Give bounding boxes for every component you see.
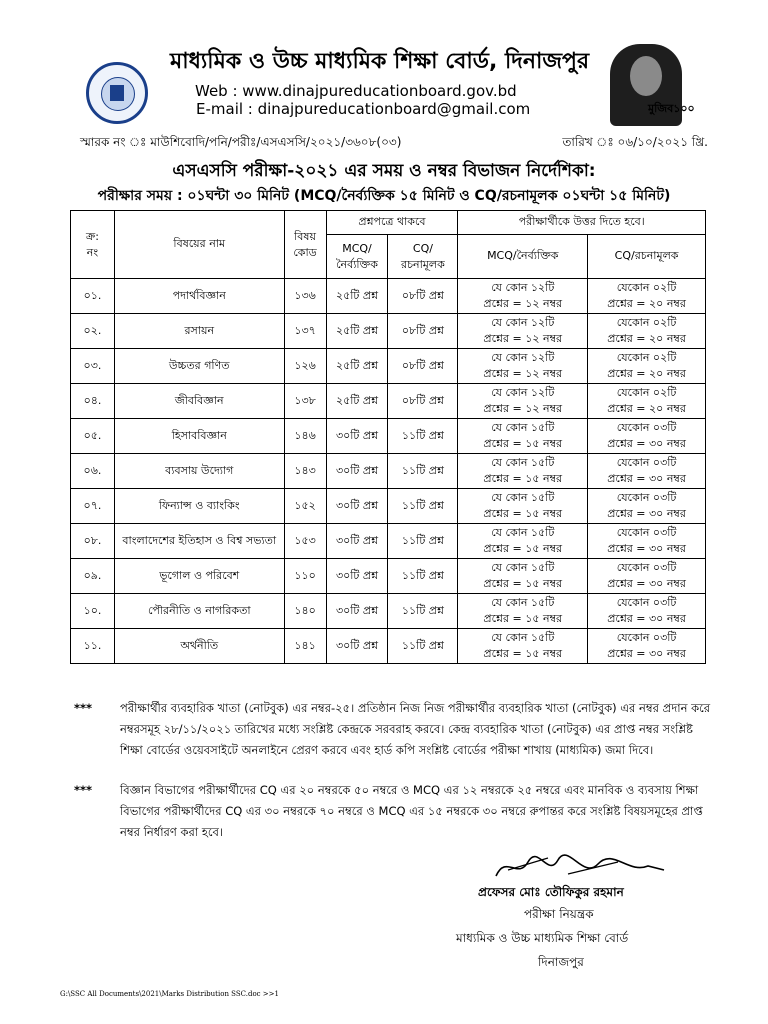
row-cq-answer: যেকোন ০২টি প্রশ্নের = ২০ নম্বর [588,384,706,419]
row-mcq-answer: যে কোন ১৫টি প্রশ্নের = ১৫ নম্বর [458,489,588,524]
memo-date: তারিখ ঃ ০৬/১০/২০২১ খ্রি. [562,135,708,149]
row-subject-code: ১৪১ [284,629,326,664]
row-cq-count: ০৮টি প্রশ্ন [388,349,458,384]
row-mcq-answer: যে কোন ১২টি প্রশ্নের = ১২ নম্বর [458,349,588,384]
row-cq-answer: যেকোন ০২টি প্রশ্নের = ২০ নম্বর [588,314,706,349]
row-mcq-answer: যে কোন ১৫টি প্রশ্নের = ১৫ নম্বর [458,454,588,489]
table-row [71,454,706,489]
row-subject-name: পৌরনীতি ও নাগরিকতা [114,594,284,629]
table-row [71,419,706,454]
table-row [71,524,706,559]
row-mcq-count: ২৫টি প্রশ্ন [326,279,388,314]
row-cq-answer: যেকোন ০৩টি প্রশ্নের = ৩০ নম্বর [588,559,706,594]
row-mcq-answer: যে কোন ১৫টি প্রশ্নের = ১৫ নম্বর [458,524,588,559]
row-mcq-count: ২৫টি প্রশ্ন [326,349,388,384]
row-subject-name: পদার্থবিজ্ঞান [114,279,284,314]
row-serial: ০৪. [71,384,115,419]
row-serial: ০৯. [71,559,115,594]
row-mcq-count: ৩০টি প্রশ্ন [326,594,388,629]
header-subject-name: বিষয়ের নাম [114,211,284,279]
row-mcq-count: ৩০টি প্রশ্ন [326,524,388,559]
row-mcq-count: ৩০টি প্রশ্ন [326,629,388,664]
row-mcq-count: ৩০টি প্রশ্ন [326,419,388,454]
row-cq-answer: যেকোন ০২টি প্রশ্নের = ২০ নম্বর [588,279,706,314]
row-subject-name: হিসাববিজ্ঞান [114,419,284,454]
row-cq-count: ০৮টি প্রশ্ন [388,384,458,419]
handwritten-signature [488,850,668,884]
table-row [71,279,706,314]
header-cq-paper: CQ/ রচনামূলক [388,235,458,279]
signatory-board: মাধ্যমিক ও উচ্চ মাধ্যমিক শিক্ষা বোর্ড [456,931,629,945]
row-mcq-answer: যে কোন ১৫টি প্রশ্নের = ১৫ নম্বর [458,559,588,594]
row-mcq-answer: যে কোন ১৫টি প্রশ্নের = ১৫ নম্বর [458,629,588,664]
row-serial: ০৩. [71,349,115,384]
header-to-answer: পরীক্ষার্থীকে উত্তর দিতে হবে। [458,211,706,235]
table-row [71,314,706,349]
row-subject-name: ব্যবসায় উদ্যোগ [114,454,284,489]
row-subject-name: বাংলাদেশের ইতিহাস ও বিশ্ব সভ্যতা [114,524,284,559]
row-cq-count: ০৮টি প্রশ্ন [388,314,458,349]
row-subject-code: ১৩৭ [284,314,326,349]
row-subject-name: জীববিজ্ঞান [114,384,284,419]
row-cq-answer: যেকোন ০৩টি প্রশ্নের = ৩০ নম্বর [588,594,706,629]
row-subject-name: উচ্চতর গণিত [114,349,284,384]
table-row [71,594,706,629]
row-subject-code: ১৫২ [284,489,326,524]
row-serial: ০৮. [71,524,115,559]
signatory-name: প্রফেসর মোঃ তৌফিকুর রহমান [478,885,624,899]
row-serial: ০১. [71,279,115,314]
row-mcq-answer: যে কোন ১২টি প্রশ্নের = ১২ নম্বর [458,279,588,314]
row-cq-answer: যেকোন ০৩টি প্রশ্নের = ৩০ নম্বর [588,489,706,524]
row-cq-count: ১১টি প্রশ্ন [388,524,458,559]
exam-time-line: পরীক্ষার সময় : ০১ঘন্টা ৩০ মিনিট (MCQ/নৈর্ব্যক্তিক ১৫ মিনিট ও CQ/রচনামূলক ০১ঘন্টা ১৫ মিনিট) [97,188,671,204]
row-cq-count: ১১টি প্রশ্ন [388,629,458,664]
note-notebook-marks: *** পরীক্ষার্থীর ব্যবহারিক খাতা (নোটবুক) এর নম্বর-২৫। প্রতিষ্ঠান নিজ নিজ পরীক্ষার্থীর ব্যবহারিক খাতা (নোটবুক) এর নম্বর প্রদান করে নম্বরসমূহ ২৮/১১/২০২১ তারিখের মধ্যে সংশ্লিষ্ট কেন্দ্রকে সরবরাহ করবে। কেন্দ্র ব্যবহারিক খাতা (নোটবুক) এর প্রাপ্ত নম্বর সংশ্লিষ্ট শিক্ষা বোর্ডের ওয়েবসাইটে অনলাইনে প্রেরণ করবে এবং হার্ড কপি সংশ্লিষ্ট বোর্ডের পরীক্ষা শাখায় (মাধ্যমিক) জমা দিবে। [74,701,711,757]
table-row [71,384,706,419]
row-cq-answer: যেকোন ০৩টি প্রশ্নের = ৩০ নম্বর [588,629,706,664]
signatory-designation: পরীক্ষা নিয়ন্ত্রক [524,907,594,921]
header-mcq-paper: MCQ/ নৈর্ব্যক্তিক [326,235,388,279]
row-subject-name: ভূগোল ও পরিবেশ [114,559,284,594]
row-mcq-answer: যে কোন ১৫টি প্রশ্নের = ১৫ নম্বর [458,594,588,629]
row-cq-count: ১১টি প্রশ্ন [388,594,458,629]
row-mcq-count: ২৫টি প্রশ্ন [326,314,388,349]
row-serial: ০৭. [71,489,115,524]
row-serial: ০৫. [71,419,115,454]
table-row [71,489,706,524]
row-cq-count: ১১টি প্রশ্ন [388,489,458,524]
row-serial: ০৬. [71,454,115,489]
table-row [71,349,706,384]
row-cq-answer: যেকোন ০৩টি প্রশ্নের = ৩০ নম্বর [588,454,706,489]
note-marks-conversion: *** বিজ্ঞান বিভাগের পরীক্ষার্থীদের CQ এর ২০ নম্বরকে ৫০ নম্বরে ও MCQ এর ১২ নম্বরকে ২৫ নম্বরে এবং মানবিক ও ব্যবসায় শিক্ষা বিভাগের পরীক্ষার্থীদের CQ এর ৩০ নম্বরকে ৭০ নম্বরে ও MCQ এর ১৫ নম্বরকে ৩০ নম্বরে রুপান্তর করে সংশ্লিষ্ট বিষয়সমূহের প্রাপ্ত নম্বর নির্ধারণ করা হবে। [74,783,703,839]
row-cq-count: ০৮টি প্রশ্ন [388,279,458,314]
row-subject-code: ১১০ [284,559,326,594]
header-in-question-paper: প্রশ্নপত্রে থাকবে [326,211,458,235]
document-title: এসএসসি পরীক্ষা-২০২১ এর সময় ও নম্বর বিভাজন নির্দেশিকা: [172,161,596,181]
row-cq-answer: যেকোন ০৩টি প্রশ্নের = ৩০ নম্বর [588,524,706,559]
row-cq-count: ১১টি প্রশ্ন [388,454,458,489]
row-cq-count: ১১টি প্রশ্ন [388,419,458,454]
row-mcq-answer: যে কোন ১৫টি প্রশ্নের = ১৫ নম্বর [458,419,588,454]
header-serial: ক্র: নং [71,211,115,279]
board-seal-icon [86,62,148,124]
row-mcq-count: ৩০টি প্রশ্ন [326,454,388,489]
header-cq-answer: CQ/রচনামূলক [588,235,706,279]
file-path-footer: G:\SSC All Documents\2021\Marks Distribution SSC.doc >>1 [60,990,279,998]
row-mcq-count: ৩০টি প্রশ্ন [326,489,388,524]
row-subject-name: অর্থনীতি [114,629,284,664]
header-mcq-answer: MCQ/নৈর্ব্যক্তিক [458,235,588,279]
row-subject-name: ফিন্যান্স ও ব্যাংকিং [114,489,284,524]
row-cq-answer: যেকোন ০৩টি প্রশ্নের = ৩০ নম্বর [588,419,706,454]
row-mcq-count: ২৫টি প্রশ্ন [326,384,388,419]
board-website: Web : www.dinajpureducationboard.gov.bd [195,82,517,100]
row-serial: ০২. [71,314,115,349]
board-name: মাধ্যমিক ও উচ্চ মাধ্যমিক শিক্ষা বোর্ড, দিনাজপুর [170,49,590,74]
row-mcq-answer: যে কোন ১২টি প্রশ্নের = ১২ নম্বর [458,314,588,349]
memo-number: স্মারক নং ঃ মাউশিবোদি/পনি/পরীঃ/এসএসসি/২০২১/৩৬০৮(০৩) [80,135,402,149]
row-subject-code: ১৩৮ [284,384,326,419]
row-subject-code: ১৪০ [284,594,326,629]
marks-distribution-table [70,210,706,664]
board-email: E-mail : dinajpureducationboard@gmail.com [196,100,531,118]
row-subject-name: রসায়ন [114,314,284,349]
row-subject-code: ১৪৬ [284,419,326,454]
table-row [71,559,706,594]
row-subject-code: ১৫৩ [284,524,326,559]
row-subject-code: ১৪৩ [284,454,326,489]
row-cq-answer: যেকোন ০২টি প্রশ্নের = ২০ নম্বর [588,349,706,384]
table-row [71,629,706,664]
row-mcq-answer: যে কোন ১২টি প্রশ্নের = ১২ নম্বর [458,384,588,419]
row-subject-code: ১৩৬ [284,279,326,314]
mujib-100-logo: মুজিব১০০ [648,102,695,115]
row-subject-code: ১২৬ [284,349,326,384]
row-serial: ১১. [71,629,115,664]
signatory-city: দিনাজপুর [538,955,584,969]
row-cq-count: ১১টি প্রশ্ন [388,559,458,594]
header-subject-code: বিষয় কোড [284,211,326,279]
row-mcq-count: ৩০টি প্রশ্ন [326,559,388,594]
row-serial: ১০. [71,594,115,629]
